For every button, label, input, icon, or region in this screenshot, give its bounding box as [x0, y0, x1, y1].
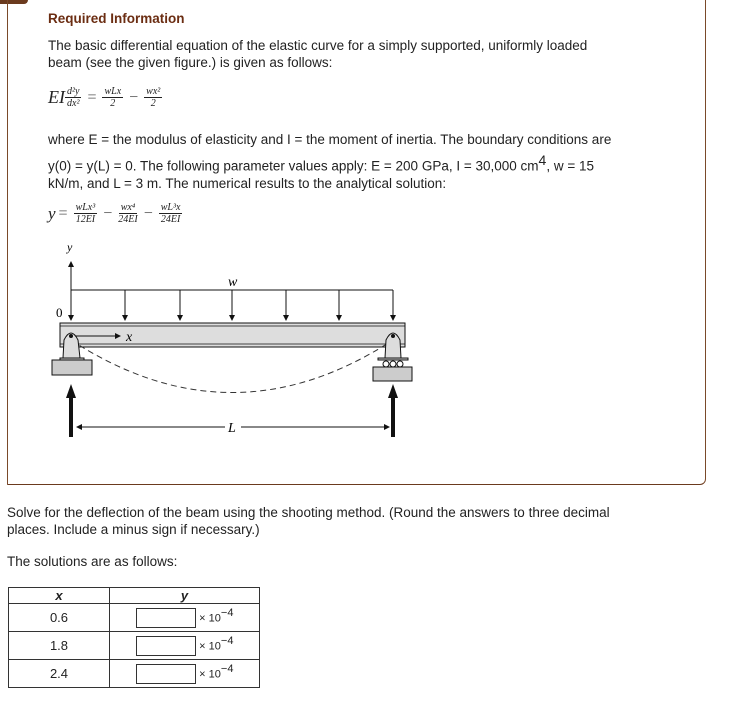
x-value: 1.8 — [9, 632, 110, 660]
eq-num: d²y — [67, 86, 80, 97]
y-axis-label: y — [67, 240, 73, 254]
multiplier: × 10 — [199, 612, 221, 625]
x-value: 0.6 — [9, 604, 110, 632]
question-text — [7, 504, 610, 538]
intro-line: The basic differential equation of the elastic curve for a simply supported, uniformly loaded — [48, 38, 588, 53]
load-label: w — [228, 275, 238, 290]
param-line: where E = the modulus of elasticity and I = the moment of inertia. The boundary conditions are — [48, 132, 612, 147]
eq-sign: = — [58, 204, 68, 222]
solutions-table — [8, 587, 260, 688]
eq-num: wLx — [104, 86, 122, 97]
table-row — [9, 632, 260, 660]
superscript: 4 — [538, 152, 547, 168]
x-value: 2.4 — [9, 660, 110, 688]
param-line: y(0) = y(L) = 0. The following parameter values apply: E = 200 GPa, I = 30,000 cm — [48, 158, 539, 174]
table-row — [9, 660, 260, 688]
eq-den: 24EI — [160, 214, 181, 225]
intro-line: beam (see the given figure.) is given as follows: — [48, 55, 333, 70]
eq-den: 24EI — [118, 214, 138, 225]
y-answer-input[interactable] — [136, 608, 196, 628]
eq-sign: − — [103, 204, 113, 222]
eq-den: 2 — [150, 98, 156, 109]
eq-lhs: y — [48, 203, 56, 223]
eq-den: dx² — [67, 98, 80, 109]
param-line: , w = 15 — [546, 158, 594, 174]
eq-num: wx⁴ — [120, 202, 136, 213]
y-answer-input[interactable] — [136, 664, 196, 684]
eq-lhs: EI — [48, 87, 65, 107]
deflection-curve — [71, 340, 393, 393]
column-header-x: x — [9, 588, 110, 604]
eq-den: 12EI — [75, 214, 96, 225]
exponent: −4 — [220, 607, 234, 620]
question-line: places. Include a minus sign if necessary.) — [7, 522, 260, 537]
param-line: kN/m, and L = 3 m. The numerical results to the analytical solution: — [48, 175, 447, 191]
question-line: Solve for the deflection of the beam using the shooting method. (Round the answers to three decimal — [7, 505, 610, 520]
table-row — [9, 604, 260, 632]
x-axis-label: x — [126, 330, 133, 345]
eq-sign: − — [129, 88, 139, 106]
eq-num: wx² — [146, 86, 161, 97]
load-arrows — [71, 290, 393, 320]
beam — [60, 323, 405, 347]
eq-sign: = — [87, 88, 97, 106]
origin-label: 0 — [56, 305, 63, 320]
exponent: −4 — [220, 663, 234, 676]
y-answer-input[interactable] — [136, 636, 196, 656]
multiplier: × 10 — [199, 668, 221, 681]
eq-num: wL³x — [160, 202, 181, 213]
solutions-label: The solutions are as follows: — [7, 554, 178, 569]
column-header-y: y — [110, 588, 260, 604]
eq-den: 2 — [110, 98, 116, 109]
length-label: L — [228, 421, 236, 436]
eq-num: wLx³ — [75, 202, 96, 213]
section-heading: Required Information — [48, 11, 185, 26]
multiplier: × 10 — [199, 640, 221, 653]
exponent: −4 — [220, 635, 234, 648]
eq-sign: − — [143, 204, 153, 222]
